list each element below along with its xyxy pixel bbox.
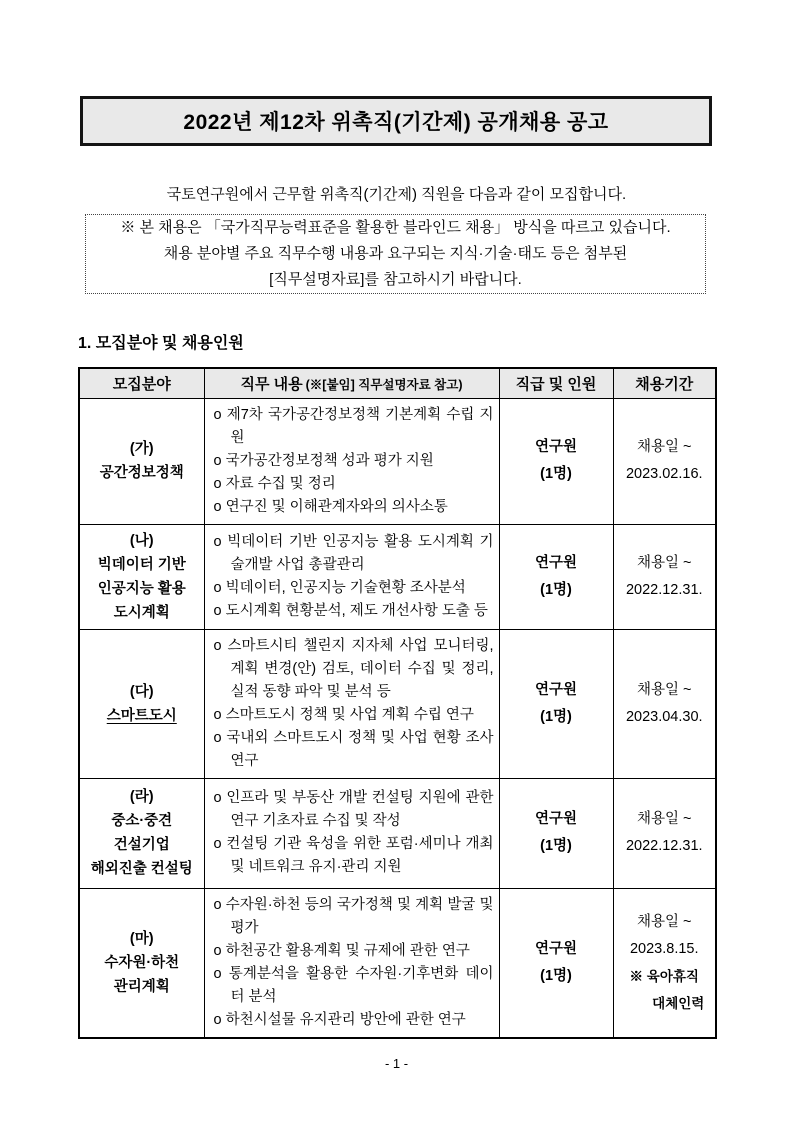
- category-line: (라): [129, 789, 154, 805]
- period-line: 채용일 ~: [636, 681, 692, 698]
- intro-text: 국토연구원에서 근무할 위촉직(기간제) 직원을 다음과 같이 모집합니다.: [166, 186, 627, 203]
- category-line: 도시계획: [113, 604, 170, 621]
- category-cell: [79, 778, 204, 888]
- category-line: 해외진출 컨설팅: [90, 861, 193, 877]
- position-headcount: (1명): [540, 466, 572, 482]
- position-title: 연구원: [534, 554, 578, 571]
- position-title: 연구원: [534, 681, 578, 698]
- category-line: 수자원·하천: [104, 954, 180, 971]
- header-position: 직급 및 인원: [499, 368, 613, 398]
- duty-item: o 빅데이터 기반 인공지능 활용 도시계획 기술개발 사업 총괄관리: [213, 533, 494, 573]
- position-headcount: (1명): [540, 708, 572, 725]
- page-number: - 1 -: [384, 1056, 409, 1071]
- period-cell: [613, 524, 716, 629]
- recruitment-table: [78, 367, 717, 1039]
- document-title: 2022년 제12차 위촉직(기간제) 공개채용 공고: [183, 111, 609, 134]
- duties-cell: [204, 778, 499, 888]
- category-line: 인공지능 활용: [97, 580, 186, 597]
- duty-item: o 스마트시티 챌린지 지자체 사업 모니터링, 계획 변경(안) 검토, 데이터 수집 및 정리, 실적 동향 파악 및 분석 등: [213, 637, 494, 700]
- category-cell: [79, 888, 204, 1038]
- period-line: 2023.8.15.: [629, 940, 699, 957]
- notice-line: [직무설명자료]를 참고하시기 바랍니다.: [269, 271, 522, 288]
- section-1-heading: 1. 모집분야 및 채용인원: [78, 335, 244, 352]
- period-line: 2022.12.31.: [625, 581, 703, 598]
- category-line: 건설기업: [113, 837, 170, 853]
- duties-cell: [204, 629, 499, 778]
- period-line: 채용일 ~: [636, 439, 692, 455]
- category-cell: [79, 524, 204, 629]
- duty-item: o 수자원·하천 등의 국가정책 및 계획 발굴 및 평가: [213, 896, 494, 936]
- duty-item: o 컨설팅 기관 육성을 위한 포럼·세미나 개최 및 네트워크 유지·관리 지원: [213, 836, 494, 875]
- category-line: (다): [129, 683, 154, 700]
- duty-item: o 인프라 및 부동산 개발 컨설팅 지원에 관한 연구 기초자료 수집 및 작성: [213, 790, 494, 829]
- position-cell: [499, 778, 613, 888]
- category-line: (마): [129, 930, 154, 947]
- header-duties-sub: (※[붙임] 직무설명자료 참고): [305, 377, 463, 392]
- period-line: 2022.12.31.: [625, 838, 703, 854]
- period-cell: [613, 398, 716, 524]
- category-line: 공간정보정책: [99, 465, 184, 481]
- duty-item: o 스마트도시 정책 및 사업 계획 수립 연구: [213, 706, 474, 723]
- duty-item: o 제7차 국가공간정보정책 기본계획 수립 지원: [213, 406, 494, 446]
- position-headcount: (1명): [540, 838, 572, 854]
- table-row-ga: [79, 398, 716, 524]
- position-cell: [499, 629, 613, 778]
- header-category: 모집분야: [79, 368, 204, 398]
- position-headcount: (1명): [540, 581, 572, 598]
- position-cell: [499, 524, 613, 629]
- category-line: 중소·중견: [111, 813, 173, 829]
- duties-cell: [204, 398, 499, 524]
- category-line: 빅데이터 기반: [97, 556, 186, 573]
- period-line: 채용일 ~: [636, 811, 692, 827]
- duty-item: o 하천시설물 유지관리 방안에 관한 연구: [213, 1011, 466, 1028]
- notice-line: ※ 본 채용은 「국가직무능력표준을 활용한 블라인드 채용」 방식을 따르고 있습니다.: [120, 219, 671, 236]
- duty-item: o 빅데이터, 인공지능 기술현황 조사분석: [213, 579, 466, 596]
- table-row-da: [79, 629, 716, 778]
- period-line: 2023.02.16.: [625, 466, 703, 482]
- table-header-row: [79, 368, 716, 398]
- table-row-na: [79, 524, 716, 629]
- period-line: 채용일 ~: [636, 913, 692, 930]
- duty-item: o 도시계획 현황분석, 제도 개선사항 도출 등: [213, 602, 488, 619]
- notice-box: [85, 214, 706, 294]
- position-cell: [499, 888, 613, 1038]
- period-line: 2023.04.30.: [625, 708, 703, 725]
- period-note-line: ※ 육아휴직: [629, 968, 699, 984]
- position-cell: [499, 398, 613, 524]
- duty-item: o 연구진 및 이해관계자와의 의사소통: [213, 498, 448, 515]
- header-duties: [204, 368, 499, 398]
- duties-cell: [204, 524, 499, 629]
- period-note-line: 대체인력: [652, 995, 705, 1011]
- category-cell: [79, 629, 204, 778]
- table-row-ra: [79, 778, 716, 888]
- duty-item: o 자료 수집 및 정리: [213, 475, 336, 492]
- header-period: 채용기간: [613, 368, 716, 398]
- duty-item: o 국가공간정보정책 성과 평가 지원: [213, 452, 434, 469]
- position-headcount: (1명): [540, 967, 572, 984]
- duty-item: o 국내외 스마트도시 정책 및 사업 현황 조사 연구: [213, 729, 494, 769]
- period-cell: [613, 629, 716, 778]
- category-cell: [79, 398, 204, 524]
- period-cell: [613, 778, 716, 888]
- position-title: 연구원: [534, 811, 578, 827]
- notice-line: 채용 분야별 주요 직무수행 내용과 요구되는 지식·기술·태도 등은 첨부된: [163, 245, 628, 262]
- position-title: 연구원: [534, 439, 578, 455]
- category-line: 스마트도시: [106, 707, 177, 724]
- duties-cell: [204, 888, 499, 1038]
- document-title-box: [80, 96, 712, 146]
- table-row-ma: [79, 888, 716, 1038]
- category-line: (나): [129, 532, 154, 549]
- position-title: 연구원: [534, 940, 578, 957]
- period-line: 채용일 ~: [636, 554, 692, 571]
- category-line: (가): [129, 441, 154, 457]
- header-duties-main: 직무 내용: [240, 375, 303, 393]
- category-line: 관리계획: [113, 978, 170, 995]
- duty-item: o 통계분석을 활용한 수자원·기후변화 데이터 분석: [213, 965, 494, 1005]
- duty-item: o 하천공간 활용계획 및 규제에 관한 연구: [213, 942, 470, 959]
- period-cell: [613, 888, 716, 1038]
